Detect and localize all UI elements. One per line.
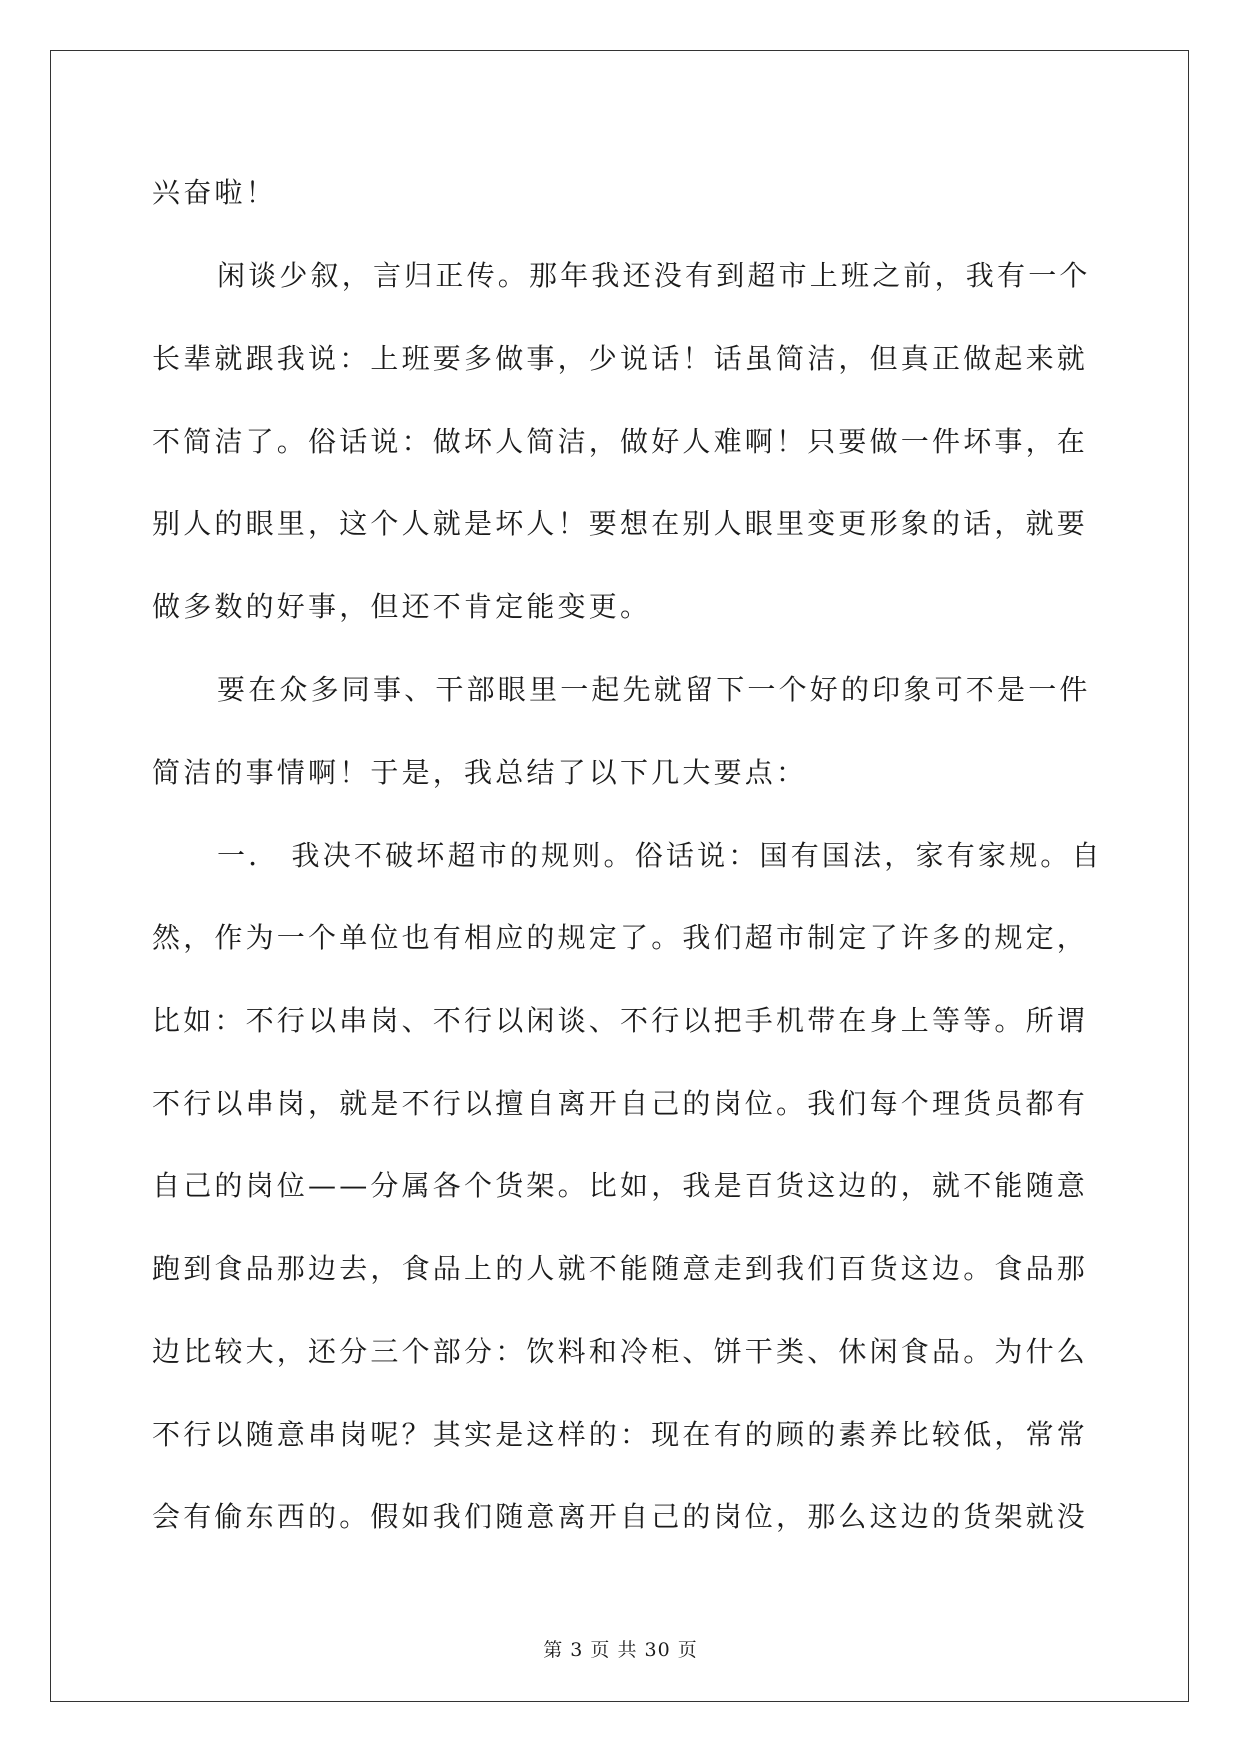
text-line-6: 做多数的好事，但还不肯定能变更。 [152, 590, 652, 623]
text-line-8: 简洁的事情啊！于是，我总结了以下几大要点： [152, 756, 808, 789]
text-line-11: 比如：不行以串岗、不行以闲谈、不行以把手机带在身上等等。所谓 [152, 1004, 1089, 1037]
page-number-footer: 第 3 页 共 30 页 [543, 1639, 698, 1661]
text-line-10: 然，作为一个单位也有相应的规定了。我们超市制定了许多的规定， [152, 921, 1089, 954]
text-line-7: 要在众多同事、干部眼里一起先就留下一个好的印象可不是一件 [217, 673, 1091, 706]
text-line-12: 不行以串岗，就是不行以擅自离开自己的岗位。我们每个理货员都有 [152, 1087, 1089, 1120]
text-line-2: 闲谈少叙，言归正传。那年我还没有到超市上班之前，我有一个 [217, 259, 1091, 292]
text-line-14: 跑到食品那边去，食品上的人就不能随意走到我们百货这边。食品那 [152, 1252, 1089, 1285]
text-line-9: 一． 我决不破坏超市的规则。俗话说：国有国法，家有家规。自 [217, 839, 1103, 872]
text-line-1: 兴奋啦！ [152, 176, 277, 209]
text-line-15: 边比较大，还分三个部分：饮料和冷柜、饼干类、休闲食品。为什么 [152, 1335, 1089, 1368]
text-line-4: 不简洁了。俗话说：做坏人简洁，做好人难啊！只要做一件坏事，在 [152, 425, 1089, 458]
text-line-3: 长辈就跟我说：上班要多做事，少说话！话虽简洁，但真正做起来就 [152, 342, 1089, 375]
text-line-5: 别人的眼里，这个人就是坏人！要想在别人眼里变更形象的话，就要 [152, 507, 1089, 540]
text-line-13: 自己的岗位——分属各个货架。比如，我是百货这边的，就不能随意 [152, 1169, 1089, 1202]
text-line-16: 不行以随意串岗呢？其实是这样的：现在有的顾的素养比较低，常常 [152, 1418, 1089, 1451]
text-line-17: 会有偷东西的。假如我们随意离开自己的岗位，那么这边的货架就没 [152, 1500, 1089, 1533]
